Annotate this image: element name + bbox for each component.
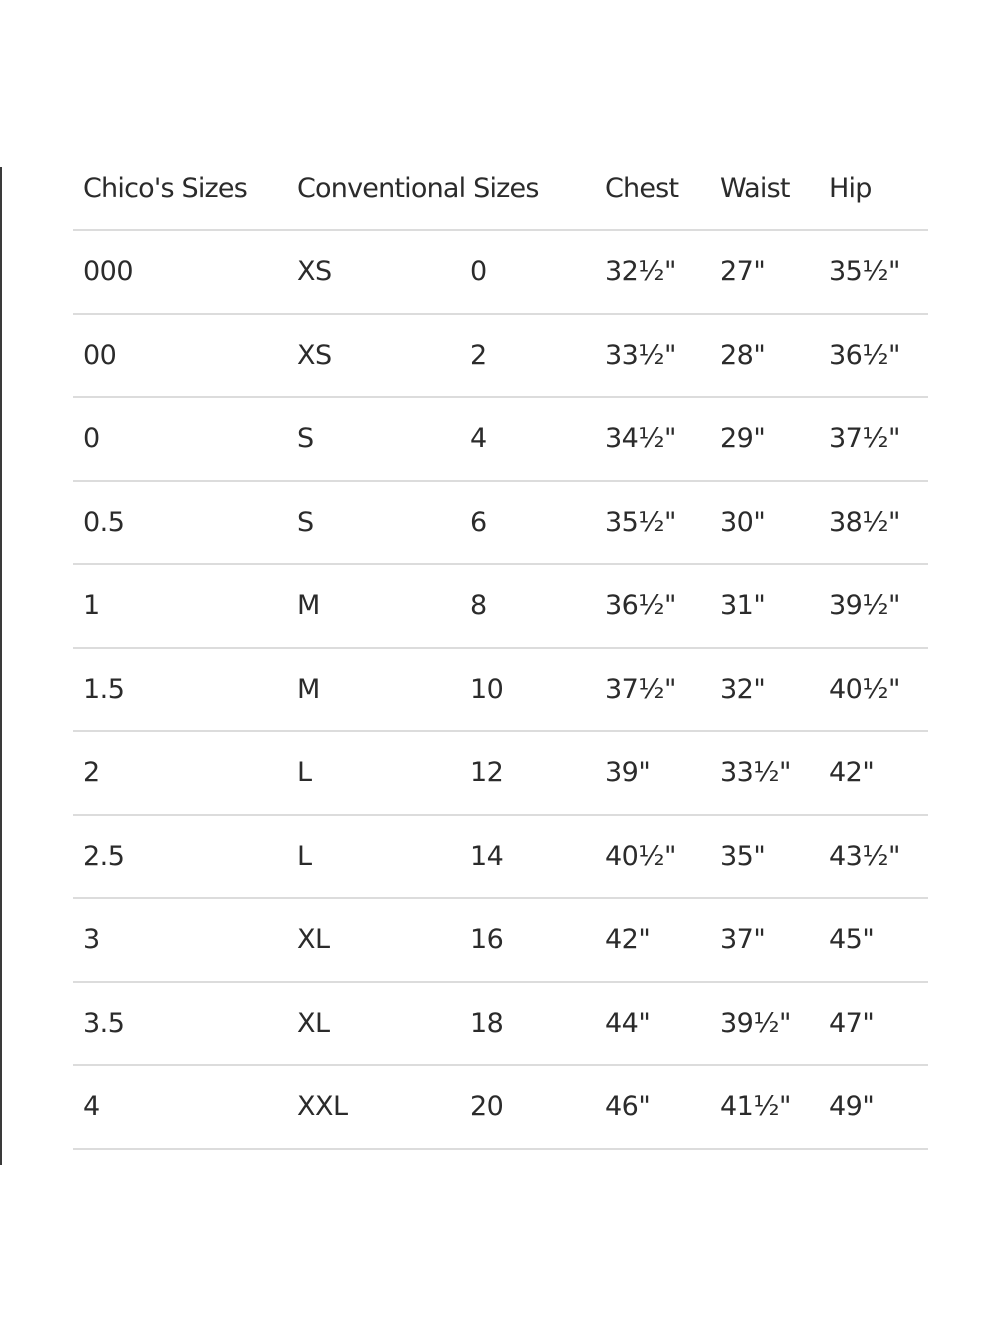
- cell-number-size: 20: [470, 1091, 504, 1123]
- cell-waist: 41½": [720, 1091, 791, 1123]
- header-chest: Chest: [605, 173, 679, 204]
- cell-chest: 46": [605, 1091, 651, 1123]
- cell-hip: 45": [829, 924, 875, 956]
- cell-hip: 35½": [829, 256, 900, 288]
- cell-chest: 33½": [605, 339, 676, 371]
- cell-letter-size: XS: [297, 339, 332, 371]
- cell-number-size: 12: [470, 757, 504, 789]
- cell-letter-size: L: [297, 840, 312, 872]
- table-row: [73, 231, 928, 315]
- cell-number-size: 10: [470, 673, 504, 705]
- cell-waist: 31": [720, 590, 766, 622]
- cell-waist: 32": [720, 673, 766, 705]
- cell-waist: 27": [720, 256, 766, 288]
- cell-chest: 44": [605, 1007, 651, 1039]
- cell-hip: 37½": [829, 423, 900, 455]
- cell-number-size: 8: [470, 590, 487, 622]
- cell-waist: 35": [720, 840, 766, 872]
- table-row: [73, 899, 928, 983]
- cell-waist: 28": [720, 339, 766, 371]
- table-row: [73, 565, 928, 649]
- cell-chest: 34½": [605, 423, 676, 455]
- cell-waist: 39½": [720, 1007, 791, 1039]
- cell-number-size: 2: [470, 339, 487, 371]
- cell-chicos-size: 1: [83, 590, 100, 622]
- table-row: [73, 983, 928, 1067]
- cell-chicos-size: 00: [83, 339, 117, 371]
- cell-hip: 49": [829, 1091, 875, 1123]
- table-row: [73, 1066, 928, 1150]
- cell-number-size: 14: [470, 840, 504, 872]
- cell-letter-size: M: [297, 673, 320, 705]
- cell-hip: 43½": [829, 840, 900, 872]
- cell-hip: 36½": [829, 339, 900, 371]
- cell-chest: 36½": [605, 590, 676, 622]
- cell-letter-size: L: [297, 757, 312, 789]
- cell-waist: 33½": [720, 757, 791, 789]
- cell-chest: 32½": [605, 256, 676, 288]
- cell-letter-size: XL: [297, 924, 330, 956]
- table-row: [73, 315, 928, 399]
- cell-chicos-size: 0: [83, 423, 100, 455]
- cell-chicos-size: 2: [83, 757, 100, 789]
- header-chicos-sizes: Chico's Sizes: [83, 173, 247, 204]
- table-header-row: [73, 148, 928, 231]
- cell-letter-size: XXL: [297, 1091, 348, 1123]
- cell-chicos-size: 3.5: [83, 1007, 125, 1039]
- cell-chest: 40½": [605, 840, 676, 872]
- size-chart-table: [73, 148, 928, 1150]
- cell-number-size: 4: [470, 423, 487, 455]
- cell-letter-size: XL: [297, 1007, 330, 1039]
- cell-waist: 30": [720, 506, 766, 538]
- header-hip: Hip: [829, 173, 872, 204]
- cell-letter-size: S: [297, 506, 314, 538]
- table-row: [73, 649, 928, 733]
- cell-chest: 37½": [605, 673, 676, 705]
- header-waist: Waist: [720, 173, 790, 204]
- cell-chicos-size: 3: [83, 924, 100, 956]
- table-row: [73, 816, 928, 900]
- cell-waist: 37": [720, 924, 766, 956]
- cell-chest: 39": [605, 757, 651, 789]
- header-conventional-sizes: Conventional Sizes: [297, 173, 539, 204]
- cell-hip: 38½": [829, 506, 900, 538]
- cell-chest: 42": [605, 924, 651, 956]
- left-border-line: [0, 167, 2, 1165]
- cell-chicos-size: 000: [83, 256, 134, 288]
- cell-chicos-size: 4: [83, 1091, 100, 1123]
- table-row: [73, 482, 928, 566]
- cell-chicos-size: 0.5: [83, 506, 125, 538]
- cell-hip: 39½": [829, 590, 900, 622]
- cell-hip: 40½": [829, 673, 900, 705]
- cell-number-size: 16: [470, 924, 504, 956]
- cell-chicos-size: 2.5: [83, 840, 125, 872]
- table-row: [73, 732, 928, 816]
- cell-number-size: 0: [470, 256, 487, 288]
- cell-chicos-size: 1.5: [83, 673, 125, 705]
- cell-letter-size: M: [297, 590, 320, 622]
- cell-waist: 29": [720, 423, 766, 455]
- cell-number-size: 6: [470, 506, 487, 538]
- cell-letter-size: S: [297, 423, 314, 455]
- cell-letter-size: XS: [297, 256, 332, 288]
- cell-chest: 35½": [605, 506, 676, 538]
- table-body: [73, 231, 928, 1150]
- table-row: [73, 398, 928, 482]
- cell-hip: 42": [829, 757, 875, 789]
- cell-hip: 47": [829, 1007, 875, 1039]
- cell-number-size: 18: [470, 1007, 504, 1039]
